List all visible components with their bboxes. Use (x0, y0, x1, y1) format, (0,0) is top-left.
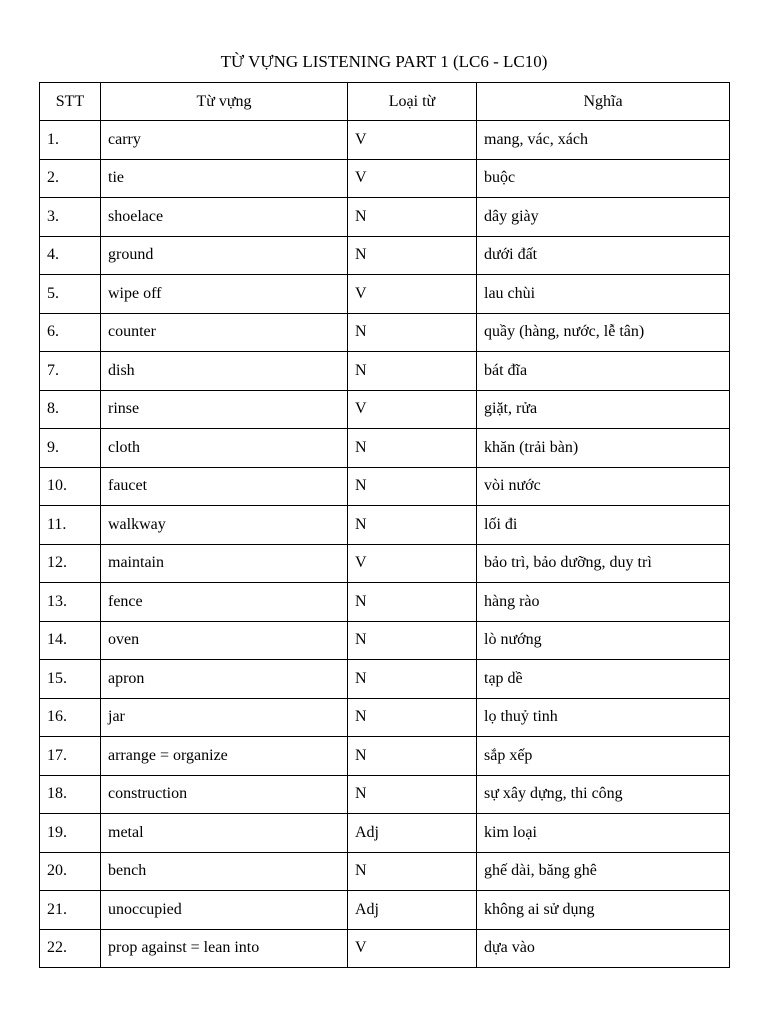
vocabulary-word-cell: wipe off (101, 275, 348, 314)
row-number-cell: 2. (40, 159, 101, 198)
row-number-cell: 6. (40, 313, 101, 352)
row-number-cell: 4. (40, 236, 101, 275)
word-type-cell: N (348, 621, 477, 660)
word-type-cell: N (348, 467, 477, 506)
meaning-cell: vòi nước (477, 467, 730, 506)
table-row (40, 390, 730, 429)
word-type-cell: N (348, 198, 477, 237)
row-number-cell: 8. (40, 390, 101, 429)
meaning-cell: tạp dề (477, 660, 730, 699)
table-row (40, 429, 730, 468)
meaning-cell: giặt, rửa (477, 390, 730, 429)
table-row (40, 621, 730, 660)
meaning-cell: dây giày (477, 198, 730, 237)
table-row (40, 236, 730, 275)
column-header-stt: STT (40, 83, 101, 121)
vocabulary-word-cell: bench (101, 852, 348, 891)
word-type-cell: Adj (348, 814, 477, 853)
table-row (40, 159, 730, 198)
word-type-cell: N (348, 698, 477, 737)
word-type-cell: V (348, 121, 477, 160)
word-type-cell: V (348, 390, 477, 429)
meaning-cell: bảo trì, bảo dưỡng, duy trì (477, 544, 730, 583)
row-number-cell: 14. (40, 621, 101, 660)
row-number-cell: 11. (40, 506, 101, 545)
table-row (40, 698, 730, 737)
meaning-cell: dưới đất (477, 236, 730, 275)
vocabulary-word-cell: walkway (101, 506, 348, 545)
table-row (40, 275, 730, 314)
meaning-cell: lọ thuỷ tinh (477, 698, 730, 737)
table-row (40, 775, 730, 814)
column-header-loai-tu: Loại từ (348, 83, 477, 121)
row-number-cell: 16. (40, 698, 101, 737)
row-number-cell: 21. (40, 891, 101, 930)
table-row (40, 506, 730, 545)
meaning-cell: buộc (477, 159, 730, 198)
table-row (40, 544, 730, 583)
row-number-cell: 5. (40, 275, 101, 314)
table-row (40, 891, 730, 930)
word-type-cell: Adj (348, 891, 477, 930)
table-header-row (40, 83, 730, 121)
vocabulary-word-cell: faucet (101, 467, 348, 506)
meaning-cell: quầy (hàng, nước, lễ tân) (477, 313, 730, 352)
word-type-cell: V (348, 275, 477, 314)
row-number-cell: 12. (40, 544, 101, 583)
row-number-cell: 15. (40, 660, 101, 699)
vocabulary-word-cell: carry (101, 121, 348, 160)
meaning-cell: bát đĩa (477, 352, 730, 391)
word-type-cell: V (348, 159, 477, 198)
word-type-cell: N (348, 737, 477, 776)
vocabulary-table (39, 82, 730, 968)
vocabulary-word-cell: metal (101, 814, 348, 853)
word-type-cell: N (348, 506, 477, 545)
meaning-cell: lối đi (477, 506, 730, 545)
table-row (40, 313, 730, 352)
vocabulary-word-cell: maintain (101, 544, 348, 583)
table-row (40, 660, 730, 699)
meaning-cell: hàng rào (477, 583, 730, 622)
word-type-cell: V (348, 929, 477, 968)
meaning-cell: dựa vào (477, 929, 730, 968)
word-type-cell: N (348, 236, 477, 275)
table-row (40, 737, 730, 776)
word-type-cell: N (348, 583, 477, 622)
word-type-cell: N (348, 313, 477, 352)
row-number-cell: 22. (40, 929, 101, 968)
vocabulary-word-cell: shoelace (101, 198, 348, 237)
row-number-cell: 13. (40, 583, 101, 622)
vocabulary-word-cell: apron (101, 660, 348, 699)
meaning-cell: kim loại (477, 814, 730, 853)
vocabulary-word-cell: arrange = organize (101, 737, 348, 776)
row-number-cell: 19. (40, 814, 101, 853)
table-row (40, 583, 730, 622)
table-row (40, 814, 730, 853)
vocabulary-word-cell: tie (101, 159, 348, 198)
meaning-cell: không ai sử dụng (477, 891, 730, 930)
row-number-cell: 3. (40, 198, 101, 237)
table-row (40, 121, 730, 160)
vocabulary-word-cell: prop against = lean into (101, 929, 348, 968)
word-type-cell: N (348, 852, 477, 891)
row-number-cell: 20. (40, 852, 101, 891)
row-number-cell: 1. (40, 121, 101, 160)
meaning-cell: ghế dài, băng ghê (477, 852, 730, 891)
table-row (40, 467, 730, 506)
vocabulary-word-cell: construction (101, 775, 348, 814)
meaning-cell: lò nướng (477, 621, 730, 660)
vocabulary-word-cell: fence (101, 583, 348, 622)
meaning-cell: sự xây dựng, thi công (477, 775, 730, 814)
vocabulary-word-cell: ground (101, 236, 348, 275)
meaning-cell: lau chùi (477, 275, 730, 314)
meaning-cell: khăn (trải bàn) (477, 429, 730, 468)
vocabulary-word-cell: dish (101, 352, 348, 391)
row-number-cell: 18. (40, 775, 101, 814)
table-row (40, 352, 730, 391)
vocabulary-word-cell: unoccupied (101, 891, 348, 930)
word-type-cell: N (348, 352, 477, 391)
meaning-cell: mang, vác, xách (477, 121, 730, 160)
vocabulary-word-cell: oven (101, 621, 348, 660)
word-type-cell: N (348, 429, 477, 468)
vocabulary-word-cell: cloth (101, 429, 348, 468)
vocabulary-word-cell: rinse (101, 390, 348, 429)
row-number-cell: 9. (40, 429, 101, 468)
row-number-cell: 10. (40, 467, 101, 506)
table-body (40, 121, 730, 968)
table-row (40, 198, 730, 237)
vocabulary-word-cell: counter (101, 313, 348, 352)
column-header-nghia: Nghĩa (477, 83, 730, 121)
vocabulary-word-cell: jar (101, 698, 348, 737)
meaning-cell: sắp xếp (477, 737, 730, 776)
word-type-cell: N (348, 775, 477, 814)
column-header-tu-vung: Từ vựng (101, 83, 348, 121)
table-row (40, 852, 730, 891)
table-row (40, 929, 730, 968)
page-title: TỪ VỰNG LISTENING PART 1 (LC6 - LC10) (220, 52, 548, 71)
row-number-cell: 7. (40, 352, 101, 391)
word-type-cell: V (348, 544, 477, 583)
row-number-cell: 17. (40, 737, 101, 776)
word-type-cell: N (348, 660, 477, 699)
